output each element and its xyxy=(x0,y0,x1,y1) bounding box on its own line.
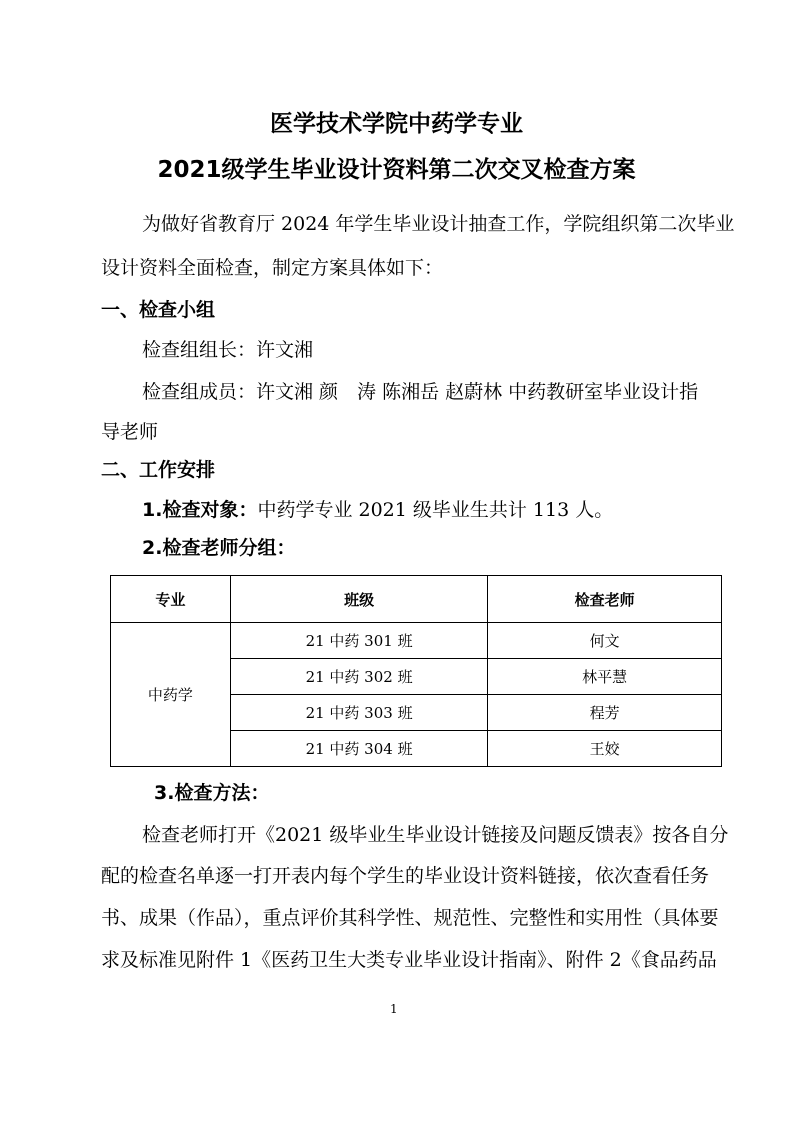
table-row xyxy=(111,623,722,659)
teacher-cell: 林平慧 xyxy=(488,659,722,695)
item3-label: 3.检查方法： xyxy=(154,782,270,804)
major-cell: 中药学 xyxy=(111,623,231,767)
header-class: 班级 xyxy=(230,576,488,623)
teacher-cell: 王姣 xyxy=(488,731,722,767)
section2-heading: 二、工作安排 xyxy=(101,459,216,481)
header-major: 专业 xyxy=(111,576,231,623)
class-cell: 21 中药 301 班 xyxy=(230,623,488,659)
item1-text: 中药学专业 2021 级毕业生共计 113 人。 xyxy=(257,499,614,521)
section1-heading: 一、检查小组 xyxy=(101,299,216,321)
group-leader: 检查组组长：许文湘 xyxy=(142,339,314,361)
table-header-row xyxy=(111,576,722,623)
item1 xyxy=(142,498,613,522)
class-cell: 21 中药 304 班 xyxy=(230,731,488,767)
teacher-group-table xyxy=(110,575,722,767)
method-line: 书、成果（作品），重点评价其科学性、规范性、完整性和实用性（具体要 xyxy=(101,907,719,929)
intro-line1: 为做好省教育厅 2024 年学生毕业设计抽查工作，学院组织第二次毕业 xyxy=(142,213,735,235)
document-title-line2: 2021级学生毕业设计资料第二次交叉检查方案 xyxy=(157,157,636,183)
page-number: 1 xyxy=(390,1002,398,1016)
group-members-line1: 检查组成员：许文湘 颜 涛 陈湘岳 赵蔚林 中药教研室毕业设计指 xyxy=(142,381,699,403)
teacher-cell: 何文 xyxy=(488,623,722,659)
header-teacher: 检查老师 xyxy=(488,576,722,623)
document-title-line1: 医学技术学院中药学专业 xyxy=(270,111,523,137)
teacher-cell: 程芳 xyxy=(488,695,722,731)
item2-label: 2.检查老师分组： xyxy=(142,537,296,559)
intro-line2: 设计资料全面检查，制定方案具体如下： xyxy=(101,257,444,279)
method-line: 求及标准见附件 1《医药卫生大类专业毕业设计指南》、附件 2《食品药品 xyxy=(101,949,717,971)
item1-label: 1.检查对象： xyxy=(142,499,258,521)
class-cell: 21 中药 302 班 xyxy=(230,659,488,695)
method-line: 检查老师打开《2021 级毕业生毕业设计链接及问题反馈表》按各自分 xyxy=(142,824,729,846)
group-members-line2: 导老师 xyxy=(101,421,159,443)
class-cell: 21 中药 303 班 xyxy=(230,695,488,731)
method-line: 配的检查名单逐一打开表内每个学生的毕业设计资料链接，依次查看任务 xyxy=(101,865,710,887)
